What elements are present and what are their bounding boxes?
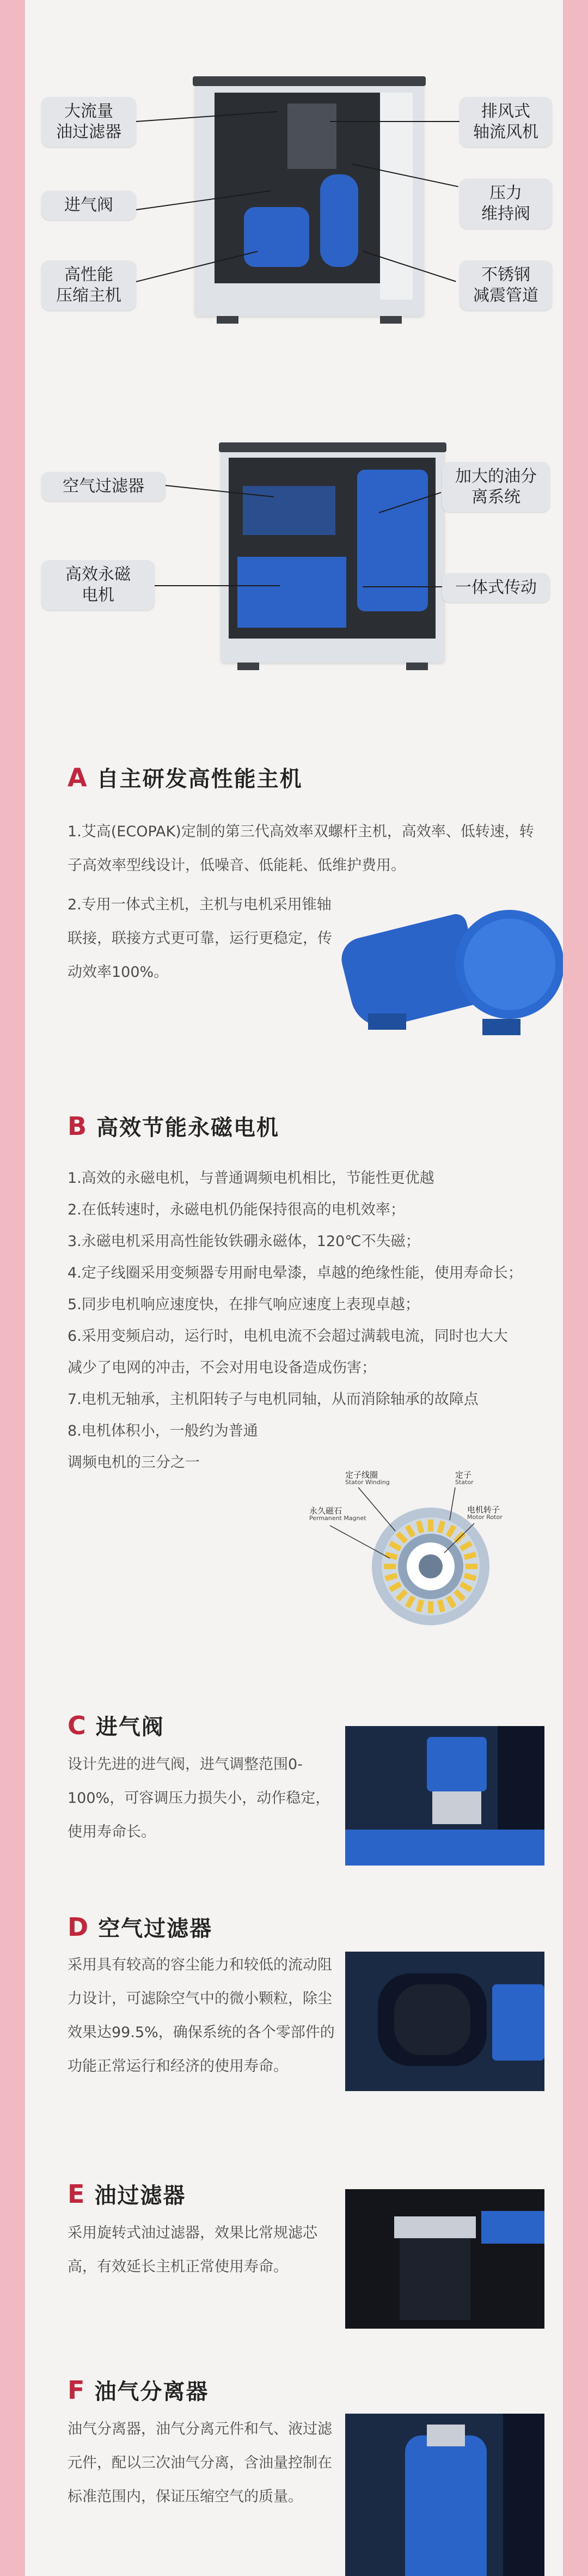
section-b-item: 2.在低转速时，永磁电机仍能保持很高的电机效率； [68, 1201, 405, 1218]
section-b-item: 5.同步电机响应速度快，在排气响应速度上表现卓越； [68, 1296, 420, 1313]
section-b-item: 减少了电网的冲击，不会对用电设备造成伤害； [68, 1359, 376, 1376]
label-pressure-valve: 压力 维持阀 [460, 179, 552, 229]
pointer-line [330, 121, 460, 122]
compressor-diagram-1 [195, 82, 424, 316]
oil-filter-photo [345, 2189, 544, 2329]
magnet-segment [465, 1564, 477, 1569]
label-compressor: 高性能 压缩主机 [41, 260, 136, 311]
label-air-filter: 空气过滤器 [41, 472, 166, 501]
oil-separator-photo [345, 2414, 544, 2576]
section-f-text: 油气分离器，油气分离元件和气、液过滤元件，配以三次油气分离，含油量控制在标准范围内，保证压缩空气的质量。 [68, 2421, 332, 2505]
intake-valve-photo [345, 1726, 544, 1866]
section-e-text: 采用旋转式油过滤器，效果比常规滤芯高，有效延长主机正常使用寿命。 [68, 2225, 317, 2275]
label-rotor-en: Motor Rotor [467, 1514, 503, 1521]
pointer-line [155, 585, 280, 586]
label-intake-valve: 进气阀 [41, 191, 136, 220]
section-a-title: A 自主研发高性能主机 [68, 763, 303, 792]
section-b-item: 8.电机体积小，一般约为普通 [68, 1423, 258, 1439]
magnet-segment [428, 1520, 433, 1532]
section-b-item: 1.高效的永磁电机，与普通调频电机相比，节能性更优越 [68, 1170, 434, 1187]
compressor-airend-image [346, 894, 563, 1057]
motor-diagram-svg [308, 1466, 542, 1629]
pointer-line [363, 586, 442, 587]
section-b-item: 3.永磁电机采用高性能钕铁硼永磁体，120℃不失磁； [68, 1233, 420, 1250]
product-detail-page [25, 0, 563, 2576]
air-filter-photo [345, 1952, 544, 2091]
label-stator-winding-en: Stator Winding [345, 1479, 390, 1486]
compressor-diagram-2 [221, 448, 444, 663]
label-steel-pipe: 不锈钢 减震管道 [460, 260, 552, 311]
label-stator-en: Stator [455, 1479, 474, 1486]
section-b-item: 6.采用变频启动，运行时，电机电流不会超过满载电流，同时也大大 [68, 1328, 508, 1345]
section-d-text: 采用具有较高的容尘能力和较低的流动阻力设计，可滤除空气中的微小颗粒，除尘效果达99.5%，确保系统的各个零部件的功能正常运行和经济的使用寿命。 [68, 1957, 335, 2075]
motor-cross-section-diagram [308, 1466, 542, 1629]
section-b-item: 4.定子线圈采用变频器专用耐电晕漆，卓越的绝缘性能，使用寿命长； [68, 1265, 523, 1281]
label-stator-winding: 定子线圈 [345, 1470, 378, 1480]
label-magnet-en: Permanent Magnet [309, 1515, 366, 1522]
magnet-segment [384, 1564, 396, 1569]
section-b-title: B 高效节能永磁电机 [68, 1111, 280, 1141]
section-c-text: 设计先进的进气阀，进气调整范围0-100%，可容调压力损失小，动作稳定，使用寿命长。 [68, 1756, 330, 1840]
section-b-item: 7.电机无轴承，主机阳转子与电机同轴，从而消除轴承的故障点 [68, 1391, 479, 1408]
label-stator: 定子 [455, 1470, 472, 1480]
section-d-title: D 空气过滤器 [68, 1912, 213, 1942]
label-magnet: 永久磁石 [309, 1506, 342, 1516]
magnet-segment [428, 1601, 433, 1613]
section-a-paragraph-2: 2.专用一体式主机，主机与电机采用锥轴联接，联接方式更可靠，运行更稳定，传动效率100%。 [68, 896, 332, 981]
label-axial-fan: 排风式 轴流风机 [460, 97, 552, 147]
label-rotor: 电机转子 [467, 1505, 500, 1515]
label-pm-motor: 高效永磁 电机 [41, 560, 155, 610]
label-oil-separator: 加大的油分 离系统 [442, 462, 550, 512]
section-a-paragraph-1: 1.艾高(ECOPAK)定制的第三代高效率双螺杆主机，高效率、低转速，转子高效率型线设计，低噪音、低能耗、低维护费用。 [68, 823, 534, 874]
section-b-item: 调频电机的三分之一 [68, 1454, 200, 1471]
section-f-title: F 油气分离器 [68, 2375, 209, 2405]
label-integrated-drive: 一体式传动 [442, 573, 550, 603]
label-oil-filter: 大流量 油过滤器 [41, 97, 136, 147]
section-c-title: C 进气阀 [68, 1711, 164, 1740]
section-e-title: E 油过滤器 [68, 2179, 186, 2209]
